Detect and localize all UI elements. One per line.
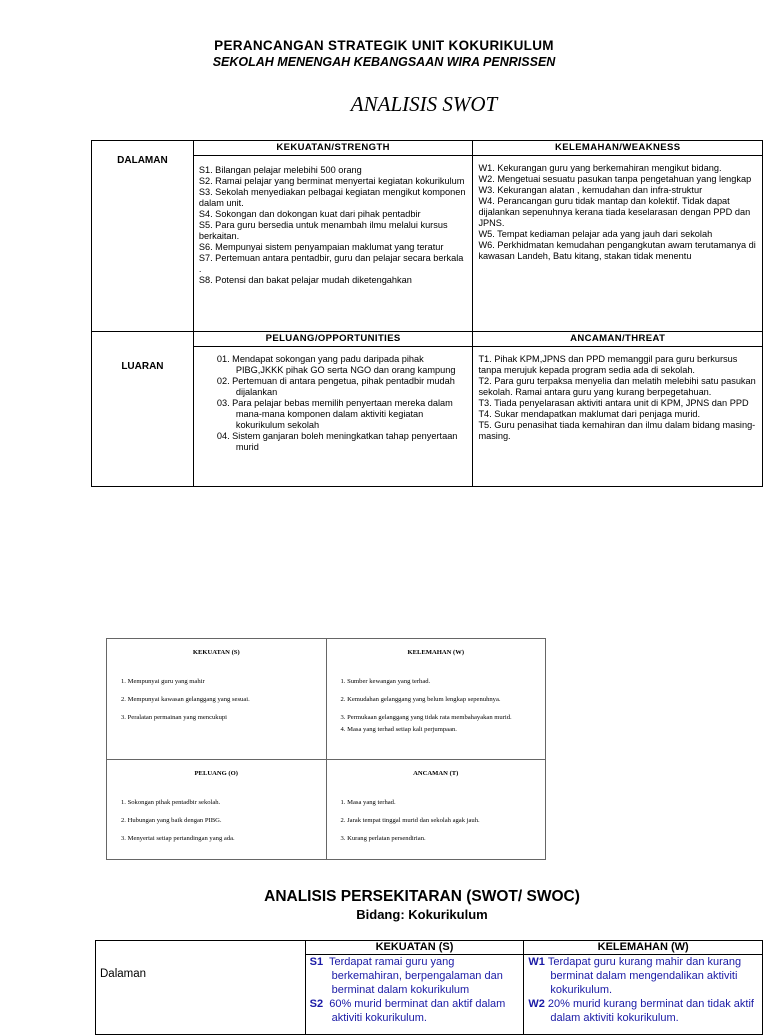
list-item: W5. Tempat kediaman pelajar ada yang jauh dari sekolah — [478, 229, 713, 239]
list-item: S8. Potensi dan bakat pelajar mudah diketengahkan — [198, 275, 412, 285]
list-item: W1. Kekurangan guru yang berkemahiran mengikut bidang. — [478, 163, 722, 173]
list-item: S1. Bilangan pelajar melebihi 500 orang — [198, 165, 362, 175]
list-item: 3. Permukaan gelanggang yang tidak rata membahayakan murid. — [340, 714, 512, 721]
weakness-heading: KELEMAHAN/WEAKNESS — [473, 141, 763, 156]
weakness-cell — [473, 156, 763, 332]
t2-weakness-heading: KELEMAHAN (W) — [407, 649, 465, 656]
list-item: 2. Mempunyai kawasan gelanggang yang sesuai. — [121, 696, 250, 703]
list-item: 1. Sumber kewangan yang terhad. — [340, 678, 431, 685]
list-item: 1. Masa yang terhad. — [340, 799, 396, 806]
list-item: T2. Para guru terpaksa menyelia dan melatih melebihi satu pasukan sekolah. Ramai antara guru yang kurang berpegetahuan. — [478, 376, 756, 397]
list-item: T1. Pihak KPM,JPNS dan PPD memanggil para guru berkursus tanpa merujuk kepada program sedia ada di sekolah. — [478, 354, 738, 375]
list-item: T5. Guru penasihat tiada kemahiran dan ilmu dalam bidang masing-masing. — [478, 420, 756, 441]
threat-heading: ANCAMAN/THREAT — [473, 332, 763, 347]
list-item: 02. Pertemuan di antara pengetua, pihak pentadbir mudah dijalankan — [216, 376, 455, 397]
analysis-title: ANALISIS SWOT — [350, 92, 498, 116]
list-item: 1. Sokongan pihak pentadbir sekolah. — [121, 799, 221, 806]
list-item: W6. Perkhidmatan kemudahan pengangkutan awam terutamanya di kawasan Landeh, Batu kitang, stakan tidak menentu — [478, 240, 756, 261]
t2-threat-heading: ANCAMAN (T) — [413, 770, 459, 777]
row-label-luaran: LUARAN — [92, 332, 194, 487]
t3-weakness-cell — [524, 955, 763, 1035]
list-item: S3. Sekolah menyediakan pelbagai kegiatan mengikut komponen dalam unit. — [198, 187, 466, 208]
swot-table-main — [91, 140, 763, 487]
list-item: 2. Hubungan yang baik dengan PIBG. — [121, 817, 222, 824]
list-item: 3. Peralatan permainan yang mencukupi — [121, 714, 228, 721]
opportunity-heading: PELUANG/OPPORTUNITIES — [193, 332, 473, 347]
swot-table-sport — [106, 638, 546, 860]
section3-title: ANALISIS PERSEKITARAN (SWOT/ SWOC) — [264, 888, 580, 905]
list-item: S6. Mempunyai sistem penyampaian maklumat yang teratur — [198, 242, 444, 252]
row-label-dalaman-3: Dalaman — [96, 941, 306, 1035]
t2-strength-heading: KEKUATAN (S) — [192, 649, 240, 656]
t2-threat-cell — [326, 760, 546, 860]
list-item: S1 Terdapat ramai guru yang berkemahiran, berpengalaman dan berminat dalam kokurikulum — [309, 956, 503, 996]
t2-weakness-cell — [326, 639, 546, 760]
threat-cell — [473, 347, 763, 487]
list-item: 03. Para pelajar bebas memilih penyertaan mereka dalam mana-mana komponen dalam aktiviti kegiatan kokurikulum sekolah — [216, 398, 453, 430]
document-title: PERANCANGAN STRATEGIK UNIT KOKURIKULUM — [214, 38, 554, 53]
swot-table-persekitaran — [95, 940, 763, 1035]
list-item: S2 60% murid berminat dan aktif dalam aktiviti kokurikulum. — [309, 998, 506, 1024]
list-item: W1 Terdapat guru kurang mahir dan kurang berminat dalam mengendalikan aktiviti kokurikulum. — [528, 956, 742, 996]
row-label-dalaman: DALAMAN — [92, 141, 194, 332]
strength-cell — [193, 156, 473, 332]
list-item: S2. Ramai pelajar yang berminat menyertai kegiatan kokurikulum — [198, 176, 465, 186]
list-item: S4. Sokongan dan dokongan kuat dari pihak pentadbir — [198, 209, 421, 219]
t2-opportunity-heading: PELUANG (O) — [194, 770, 238, 777]
list-item: 3. Kurang perlatan persendirian. — [340, 835, 426, 842]
t3-strength-cell — [305, 955, 524, 1035]
opportunity-cell — [193, 347, 473, 487]
list-item: W4. Perancangan guru tidak mantap dan kolektif. Tidak dapat dijalankan sepenuhnya kerana tiada keselarasan dengan PPD dan JPNS. — [478, 196, 751, 228]
list-item: W2. Mengetuai sesuatu pasukan tanpa pengetahuan yang lengkap — [478, 174, 752, 184]
list-item: 3. Menyertai setiap pertandingan yang ada. — [121, 835, 235, 842]
list-item: 2. Kemudahan gelanggang yang belum lengkap sepenuhnya. — [340, 696, 501, 703]
list-item: S7. Pertemuan antara pentadbir, guru dan pelajar secara berkala . — [198, 253, 464, 274]
list-item: W3. Kekurangan alatan , kemudahan dan infra-struktur — [478, 185, 703, 195]
list-item: 4. Masa yang terhad setiap kali perjumpaan. — [340, 726, 457, 733]
list-item: 01. Mendapat sokongan yang padu daripada pihak PIBG,JKKK pihak GO serta NGO dan orang kampung — [216, 354, 456, 375]
t3-weakness-heading: KELEMAHAN (W) — [524, 941, 763, 955]
strength-heading: KEKUATAN/STRENGTH — [193, 141, 473, 156]
section3-subtitle: Bidang: Kokurikulum — [356, 907, 488, 922]
list-item: 04. Sistem ganjaran boleh meningkatkan tahap penyertaan murid — [216, 431, 458, 452]
t3-strength-heading: KEKUATAN (S) — [305, 941, 524, 955]
list-item: 1. Mempunyai guru yang mahir — [121, 678, 205, 685]
list-item: T4. Sukar mendapatkan maklumat dari penjaga murid. — [478, 409, 701, 419]
list-item: T3. Tiada penyelarasan aktiviti antara unit di KPM, JPNS dan PPD — [478, 398, 749, 408]
list-item: 2. Jarak tempat tinggal murid dan sekolah agak jauh. — [340, 817, 480, 824]
school-name: SEKOLAH MENENGAH KEBANGSAAN WIRA PENRISSEN — [212, 55, 556, 69]
t2-opportunity-cell — [107, 760, 327, 860]
list-item: W2 20% murid kurang berminat dan tidak aktif dalam aktiviti kokurikulum. — [528, 998, 754, 1024]
list-item: S5. Para guru bersedia untuk menambah ilmu melalui kursus berkaitan. — [198, 220, 448, 241]
t2-strength-cell — [107, 639, 327, 760]
